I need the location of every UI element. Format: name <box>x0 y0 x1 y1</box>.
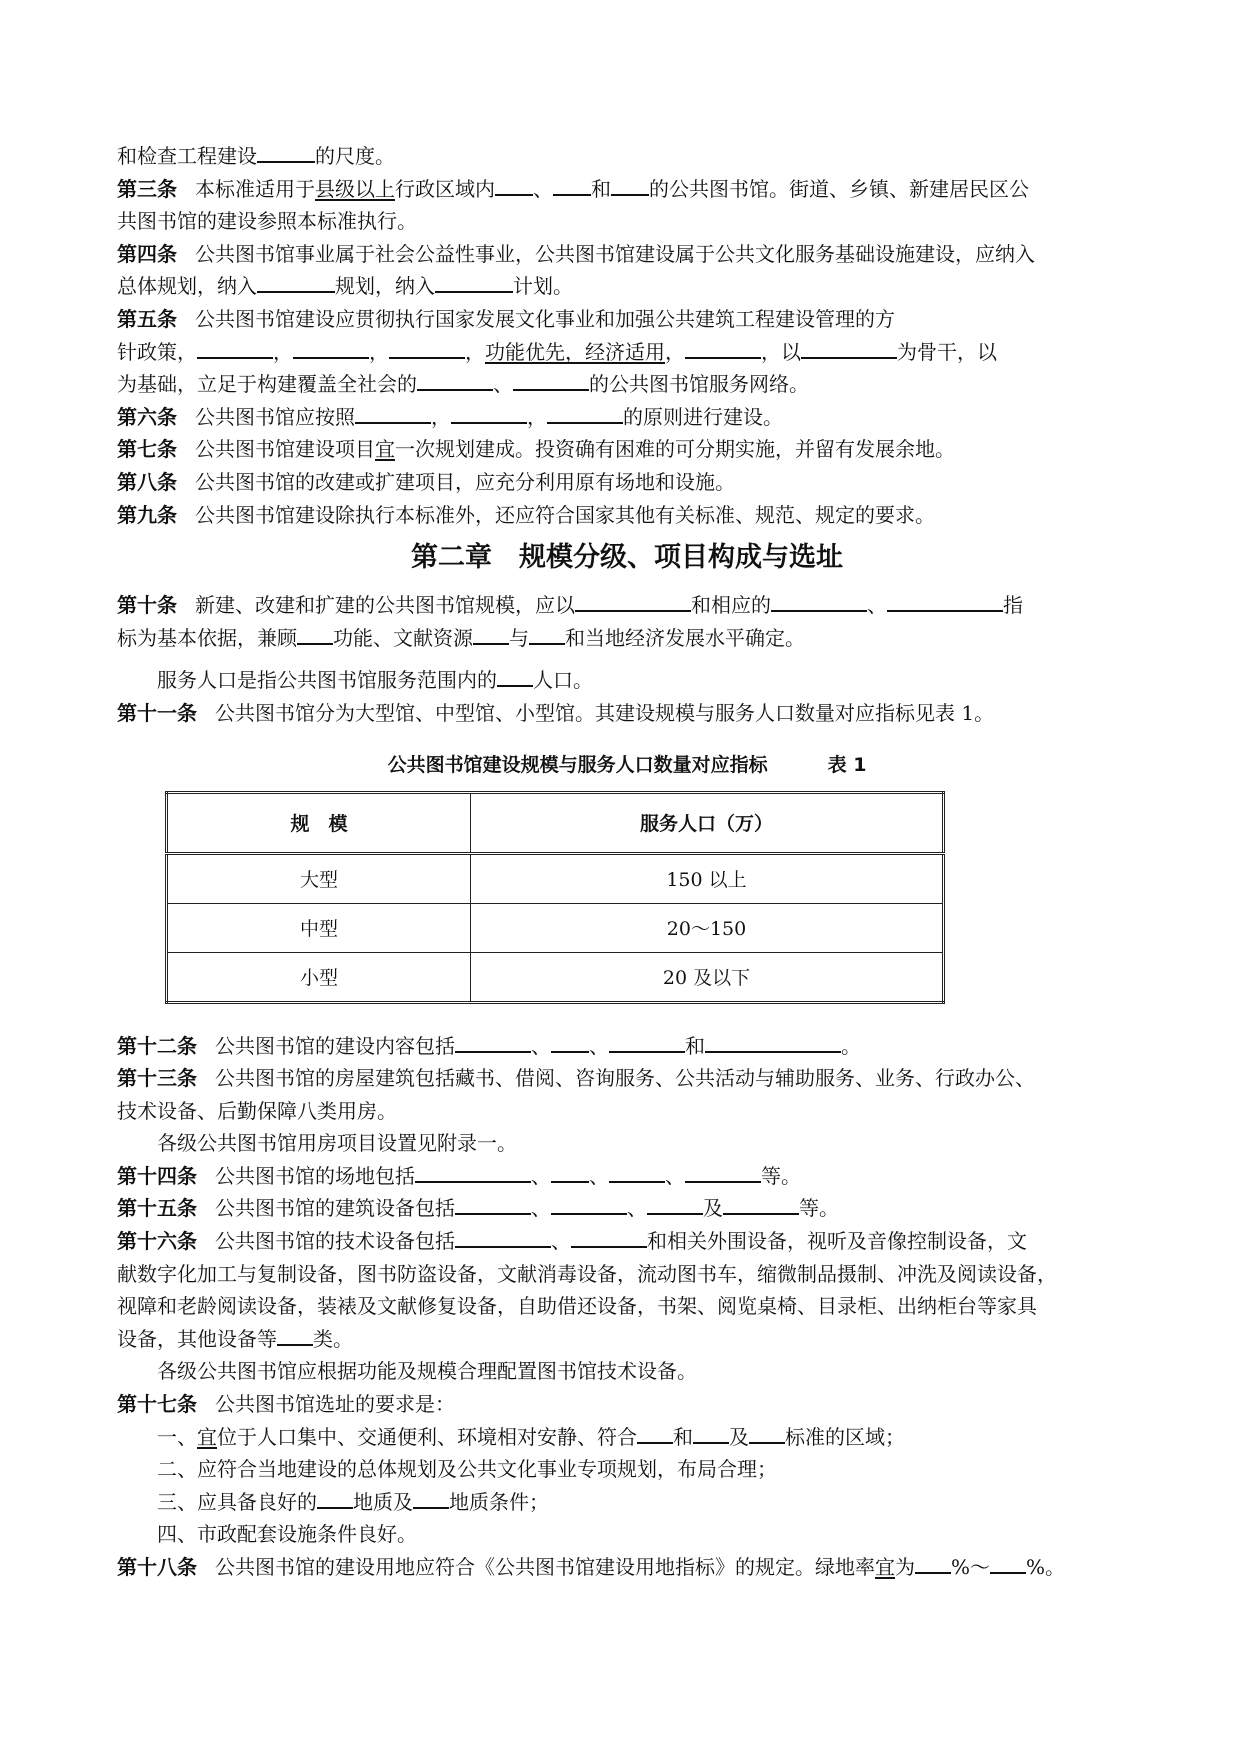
blank <box>497 668 533 687</box>
article-label: 第六条 <box>117 404 177 429</box>
blank <box>551 1164 589 1183</box>
blank <box>547 405 623 424</box>
paragraph-equipment: 各级公共图书馆应根据功能及规模合理配置图书馆技术设备。 <box>157 1359 697 1384</box>
article-label: 第五条 <box>117 306 177 331</box>
blank <box>513 372 589 391</box>
blank <box>473 626 509 645</box>
blank <box>277 1327 313 1346</box>
article-3: 第三条 本标准适用于县级以上行政区域内 、 和 的公共图书馆。街道、乡镇、新建居民区公 <box>117 176 1029 201</box>
column-header: 服务人口（万） <box>471 792 944 853</box>
blank <box>551 1196 627 1215</box>
list-item: 四、市政配套设施条件良好。 <box>157 1522 417 1547</box>
blank <box>495 177 533 196</box>
blank <box>611 177 649 196</box>
blank <box>609 1034 685 1053</box>
article-6: 第六条 公共图书馆应按照 ， ， 的原则进行建设。 <box>117 404 783 429</box>
table-row: 中型 20～150 <box>167 903 944 952</box>
table-header-row <box>167 792 944 853</box>
blank <box>293 340 369 359</box>
document-page: 和检查工程建设 的尺度。 第三条 本标准适用于县级以上行政区域内 、 和 的公共图书馆。街道、乡镇、新建居民区公 共图书馆的建设参照本标准执行。 第四条 公共图书馆事业属于社会公益性事业，公共图书馆建设属于公共文化服务基础设施建设，应纳入 总体规划，纳入 规划，纳入 计划。 第五条 公共图书馆建设应贯彻执行国家发展文化事业和加强公共建筑工程建设管理的方 针政策， ， ， ，功能优先，经济适用， ，以 为骨干，以 为基础，立足于构建覆盖全社会的 、 的公共图书馆服务网络。 第六条 公共图书馆应按照 ， ， 的原则进行建设。 第七条 公共图书馆建设项目宜一次规划建成。投资确有困难的可分期实施，并留有发展余地。 第八条 公共图书馆的改建或扩建项目，应充分利用原有场地和设施。 第九条 公共图书馆建设除执行本标准外，还应符合国家其他有关标准、规范、规定的要求。 第二章 规模分级、项目构成与选址 第十条 新建、改建和扩建的公共图书馆规模，应以 和相应的 、 指 标为基本依据，兼顾 功能、文献资源 与 和当地经济发展水平确定。 服务人口是指公共图书馆服务范围内的 人口。 第十一条 公共图书馆分为大型馆、中型馆、小型馆。其建设规模与服务人口数量对应指标见表 1。 公共图书馆建设规模与服务人口数量对应指标 表 1 规 模 服务人口（万） 大型 150 以上 中型 20～150 小型 20 及以下 第十二条 公共图书馆的建设内容包括 、 、 和 。 第十三条 公共图书馆的房屋建筑包括藏书、借阅、咨询服务、公共活动与辅助服务、业务、行政办公、 技术设备、后勤保障八类用房。 各级公共图书馆用房项目设置见附录一。 第十四条 公共图书馆的场地包括 、 、 、 等。 第十五条 公共图书馆的建筑设备包括 、 、 及 等。 第十六条 公共图书馆的技术设备包括 、 和相关外围设备，视听及音像控制设备，文 献数字化加工与复制设备，图书防盗设备，文献消毒设备，流动图书车，缩微制品摄制、冲洗及阅读设备， 视障和老龄阅读设备，装裱及文献修复设备，自助借还设备，书架、阅览桌椅、目录柜、出纳柜台等家具 设备，其他设备等 类。 各级公共图书馆应根据功能及规模合理配置图书馆技术设备。 第十七条 公共图书馆选址的要求是： 一、宜位于人口集中、交通便利、环境相对安静、符合 和 及 标准的区域； 二、应符合当地建设的总体规划及公共文化事业专项规划，布局合理； 三、应具备良好的 地质及 地质条件； 四、市政配套设施条件良好。 第十八条 公共图书馆的建设用地应符合《公共图书馆建设用地指标》的规定。绿地率宜为 %～ %。 <box>117 140 1137 1584</box>
article-17: 第十七条 公共图书馆选址的要求是： <box>117 1392 455 1417</box>
blank <box>455 1229 551 1248</box>
article-4: 第四条 公共图书馆事业属于社会公益性事业，公共图书馆建设属于公共文化服务基础设施建设，应纳入 <box>117 241 1035 266</box>
chapter-heading: 第二章 规模分级、项目构成与选址 <box>411 542 843 574</box>
article-label: 第十五条 <box>117 1196 197 1221</box>
blank <box>529 626 565 645</box>
table-row: 大型 150 以上 <box>167 853 944 903</box>
paragraph-intro: 和检查工程建设 的尺度。 <box>117 144 395 168</box>
article-13: 第十三条 公共图书馆的房屋建筑包括藏书、借阅、咨询服务、公共活动与辅助服务、业务、行政办公、 <box>117 1066 1035 1091</box>
blank <box>647 1196 703 1215</box>
article-15: 第十五条 公共图书馆的建筑设备包括 、 、 及 等。 <box>117 1196 839 1221</box>
article-label: 第十二条 <box>117 1033 197 1058</box>
article-label: 第十六条 <box>117 1229 197 1254</box>
paragraph-appendix: 各级公共图书馆用房项目设置见附录一。 <box>157 1131 517 1156</box>
blank <box>801 340 897 359</box>
article-label: 第四条 <box>117 241 177 266</box>
blank <box>455 1196 531 1215</box>
article-label: 第十七条 <box>117 1392 197 1417</box>
article-7: 第七条 公共图书馆建设项目宜一次规划建成。投资确有困难的可分期实施，并留有发展余地。 <box>117 437 955 462</box>
article-11: 第十一条 公共图书馆分为大型馆、中型馆、小型馆。其建设规模与服务人口数量对应指标见表 1。 <box>117 700 995 725</box>
blank <box>705 1034 841 1053</box>
blank <box>771 593 867 612</box>
blank <box>685 1164 761 1183</box>
blank <box>551 1034 589 1053</box>
article-18: 第十八条 公共图书馆的建设用地应符合《公共图书馆建设用地指标》的规定。绿地率宜为 %～ %。 <box>117 1555 1066 1579</box>
blank <box>685 340 761 359</box>
blank <box>990 1555 1026 1574</box>
article-14: 第十四条 公共图书馆的场地包括 、 、 、 等。 <box>117 1163 801 1188</box>
blank <box>413 1490 449 1509</box>
column-header: 规 模 <box>167 792 471 853</box>
blank <box>297 626 333 645</box>
paragraph-population: 服务人口是指公共图书馆服务范围内的 人口。 <box>157 668 593 693</box>
blank <box>451 405 527 424</box>
blank <box>637 1425 673 1444</box>
article-label: 第三条 <box>117 176 177 201</box>
list-item: 二、应符合当地建设的总体规划及公共文化事业专项规划，布局合理； <box>157 1457 777 1482</box>
blank <box>609 1164 665 1183</box>
blank <box>575 593 691 612</box>
article-label: 第十三条 <box>117 1066 197 1091</box>
article-label: 第九条 <box>117 502 177 527</box>
blank <box>317 1490 353 1509</box>
blank <box>417 372 493 391</box>
blank <box>257 144 315 163</box>
list-item: 一、宜位于人口集中、交通便利、环境相对安静、符合 和 及 标准的区域； <box>157 1424 905 1449</box>
blank <box>693 1425 729 1444</box>
blank <box>455 1034 531 1053</box>
blank <box>355 405 431 424</box>
blank <box>571 1229 647 1248</box>
table-caption: 公共图书馆建设规模与服务人口数量对应指标 表 1 <box>387 753 867 776</box>
article-5: 第五条 公共图书馆建设应贯彻执行国家发展文化事业和加强公共建筑工程建设管理的方 <box>117 306 895 331</box>
blank <box>435 274 513 293</box>
article-label: 第十四条 <box>117 1163 197 1188</box>
blank <box>197 340 273 359</box>
article-12: 第十二条 公共图书馆的建设内容包括 、 、 和 。 <box>117 1033 861 1058</box>
scale-population-table <box>165 791 945 1004</box>
blank <box>415 1164 531 1183</box>
article-8: 第八条 公共图书馆的改建或扩建项目，应充分利用原有场地和设施。 <box>117 469 735 494</box>
article-label: 第八条 <box>117 469 177 494</box>
article-16: 第十六条 公共图书馆的技术设备包括 、 和相关外围设备，视听及音像控制设备，文 <box>117 1229 1027 1254</box>
article-label: 第七条 <box>117 437 177 462</box>
blank <box>887 593 1003 612</box>
blank <box>257 274 335 293</box>
blank <box>749 1425 785 1444</box>
article-label: 第十一条 <box>117 700 197 725</box>
article-label: 第十八条 <box>117 1555 197 1579</box>
blank <box>553 177 591 196</box>
article-10: 第十条 新建、改建和扩建的公共图书馆规模，应以 和相应的 、 指 <box>117 593 1023 618</box>
article-9: 第九条 公共图书馆建设除执行本标准外，还应符合国家其他有关标准、规范、规定的要求。 <box>117 502 935 527</box>
blank <box>389 340 465 359</box>
list-item: 三、应具备良好的 地质及 地质条件； <box>157 1489 549 1514</box>
table-row: 小型 20 及以下 <box>167 952 944 1002</box>
article-label: 第十条 <box>117 593 177 618</box>
blank <box>915 1555 951 1574</box>
blank <box>723 1196 799 1215</box>
